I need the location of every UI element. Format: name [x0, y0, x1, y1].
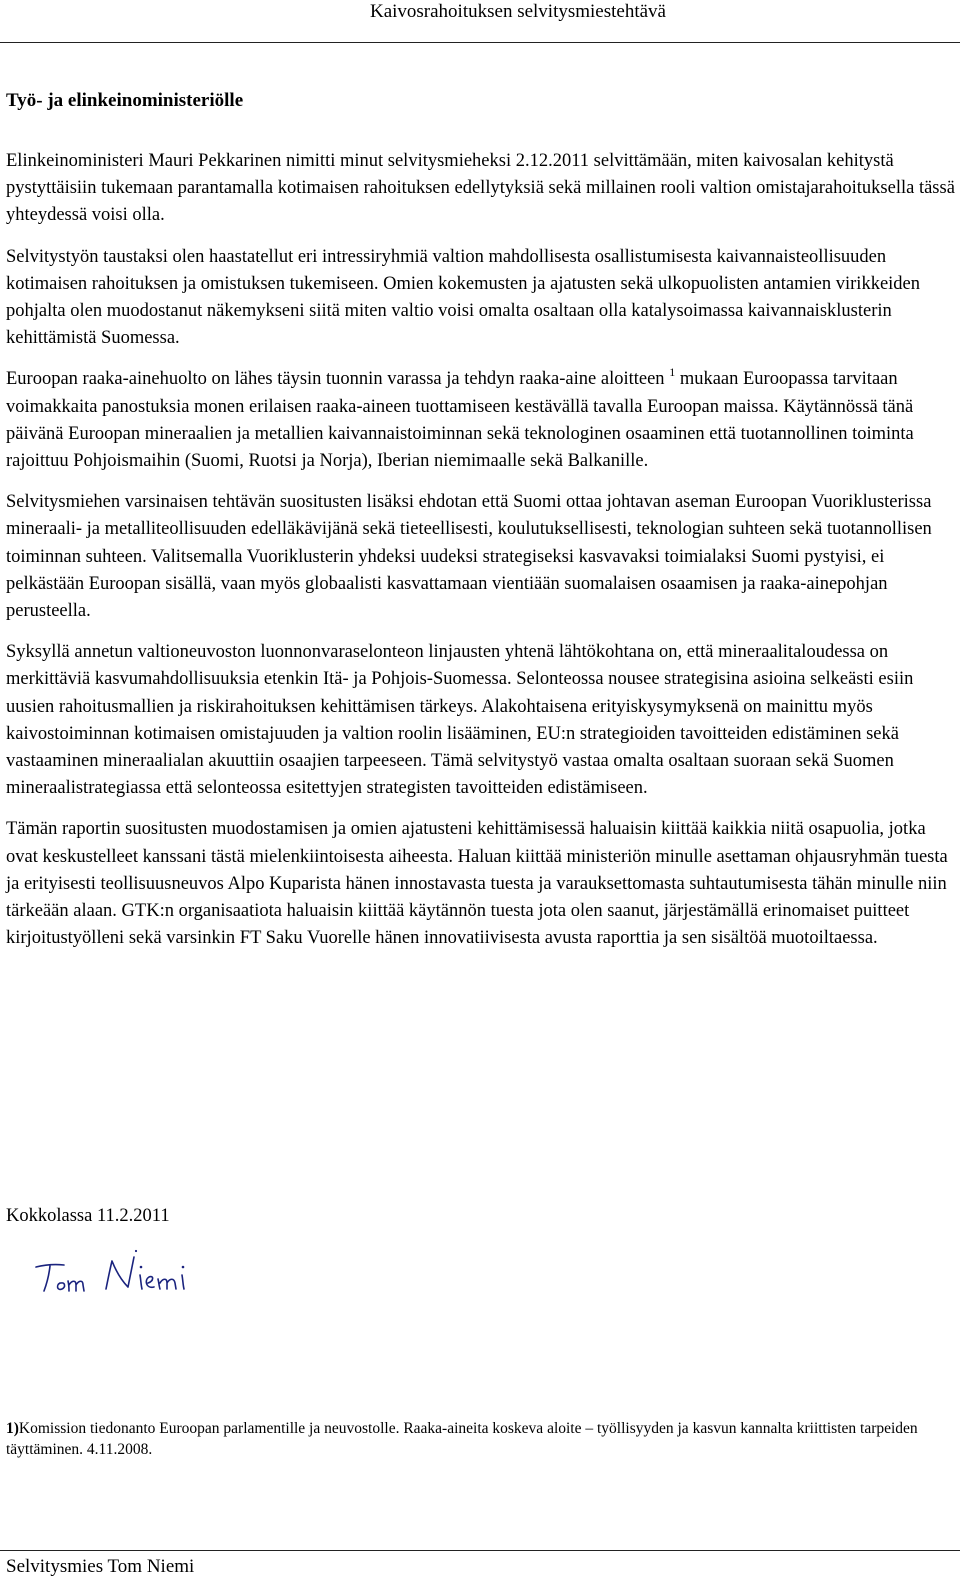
letter-body — [6, 148, 956, 966]
paragraph-4: Selvitysmiehen varsinaisen tehtävän suositusten lisäksi ehdotan että Suomi ottaa johtavan aseman Euroopan Vuoriklusterissa mineraali- ja metalliteollisuuden edelläkävijänä sekä tieteellisesti, koulutuksellisesti, teknologian suhteen sekä tuotannollisen toiminnan suhteen. Valitsemalla Vuoriklusterin yhdeksi uudeksi strategiseksi kasvavaksi toimialaksi Suomi pystyisi, ei pelkästään Euroopan sisällä, vaan myös globaalisti kasvattamaan vientiään suomalaisen osaamisen ja raaka-ainepohjan perusteella. — [6, 492, 932, 622]
paragraph-3 — [6, 366, 956, 475]
paragraph-5: Syksyllä annetun valtioneuvoston luonnonvaraselonteon linjausten yhtenä lähtökohtana on, että mineraalitaloudessa on merkittäviä kasvumahdollisuuksia etenkin Itä- ja Pohjois-Suomessa. Selonteossa nousee strategisina asioina selkeästi esiin uusien rahoitusmallien ja riskirahoituksen kehittämisen tärkeys. Alakohtaisena erityiskysymyksenä on mainittu myös kaivostoiminnan kotimaisen omistajuuden ja valtion roolin lisääminen, EU:n strategioiden tavoitteiden edistäminen sekä vastaaminen mineraalialan akuuttiin osaajien tarpeeseen. Tämä selvitystyö vastaa omalta osaltaan suoraan sekä Suomen mineraalistrategiassa että selonteossa esitettyjen strategisten tavoitteiden edistämiseen. — [6, 642, 914, 799]
paragraph-1: Elinkeinoministeri Mauri Pekkarinen nimitti minut selvitysmieheksi 2.12.2011 selvittämään, miten kaivosalan kehitystä pystyttäisiin tukemaan parantamalla kotimaisen rahoituksen edellytyksiä sekä millainen rooli valtion omistajarahoituksella tässä yhteydessä voisi olla. — [6, 151, 955, 226]
header-title: Kaivosrahoituksen selvitysmiestehtävä — [369, 1, 666, 22]
page-footer — [0, 1550, 960, 1577]
paragraph-3-text-a: Euroopan raaka-ainehuolto on lähes täysin tuonnin varassa ja tehdyn raaka-aine aloitteen — [6, 369, 670, 390]
paragraph-6: Tämän raportin suositusten muodostamisen ja omien ajatusteni kehittämisessä haluaisin kiittää kaikkia niitä osapuolia, jotka ovat keskustelleet kanssani tästä mielenkiintoisesta aiheesta. Haluan kiittää ministeriön minulle asettaman ohjausryhmän tuesta ja erityisesti teollisuusneuvos Alpo Kuparista hänen innostavasta tuesta ja varauksettomasta suhtautumisesta tähän minulle niin tärkeään alaan. GTK:n organisaatiota haluaisin kiittää käytännön tuesta jota olen saanut, järjestämällä erinomaiset puitteet kirjoitustyölleni sekä varsinkin FT Saku Vuorelle hänen innovatiivisesta avusta raporttia ja sen sisältöä muotoiltaessa. — [6, 819, 948, 949]
footnote — [6, 1418, 936, 1460]
place-and-date: Kokkolassa 11.2.2011 — [6, 1206, 170, 1226]
footer-text: Selvitysmies Tom Niemi — [6, 1556, 195, 1577]
paragraph-2: Selvitystyön taustaksi olen haastatellut eri intressiryhmiä valtion mahdollisesta osallistumisesta kaivannaisteollisuuden kotimaisen rahoituksen ja omistuksen tukemiseen. Omien kokemusten ja ajatusten sekä ulkopuolisten antamien virikkeiden pohjalta olen muodostanut näkemykseni siitä miten valtio voisi omalta osaltaan olla katalysoimassa kaivannaisklusterin kehittämistä Suomessa. — [6, 246, 921, 349]
page-header — [0, 0, 960, 43]
letter-heading: Työ- ja elinkeinoministeriölle — [6, 90, 244, 111]
handwritten-signature — [30, 1245, 220, 1305]
footnote-text: Komission tiedonanto Euroopan parlamentille ja neuvostolle. Raaka-aineita koskeva aloite – työllisyyden ja kasvun kannalta kriittisten tarpeiden täyttäminen. 4.11.2008. — [6, 1420, 918, 1458]
footnote-marker: 1) — [6, 1420, 19, 1437]
footnote-reference: 1 — [669, 365, 676, 380]
paragraph-3-text-b: mukaan Euroopassa tarvitaan voimakkaita panostuksia monen erilaisen raaka-aineen tuottamiseen kestävällä tavalla Euroopan maissa. Käytännössä tänä päivänä Euroopan mineraalien ja metallien kaivannaistoiminnan sekä teknologinen osaaminen että tuotannollinen toiminta rajoittuu Pohjoismaihin (Suomi, Ruotsi ja Norja), Iberian niemimaalle sekä Balkanille. — [6, 369, 914, 472]
